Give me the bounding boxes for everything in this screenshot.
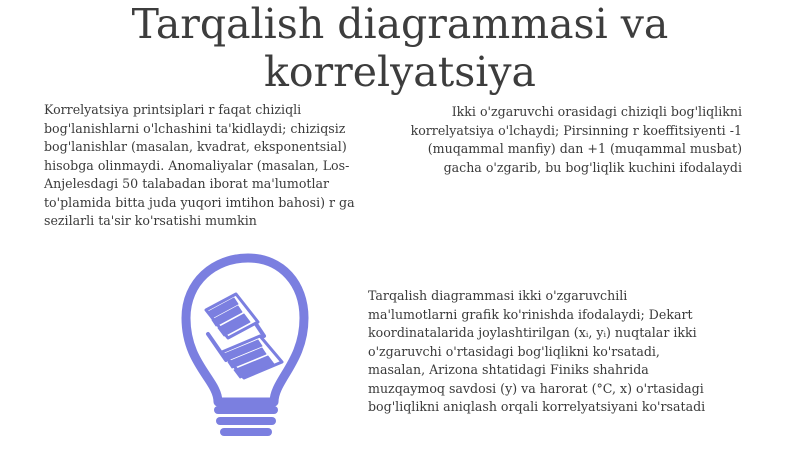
lightbulb-book-icon — [178, 252, 310, 448]
slide-title: Tarqalish diagrammasi va korrelyatsiya — [131, 0, 669, 96]
paragraph-left: Korrelyatsiya printsiplari r faqat chiziqli bog'lanishlarni o'lchashini ta'kidlaydi; chiziqsiz bog'lanishlar (masalan, kvadrat, eksponentsial) hisobga olinmaydi. Anomaliyalar (masalan, Los-Anjelesdagi 50 talabadan iborat ma'lumotlar to'plamida bitta juda yuqori imtihon bahosi) r ga sezilarli ta'sir ko'rsatishi mumkin — [44, 102, 355, 228]
paragraph-bottom: Tarqalish diagrammasi ikki o'zgaruvchili ma'lumotlarni grafik ko'rinishda ifodalaydi; Dekart koordinatalarida joylashtirilgan (xᵢ, yᵢ) nuqtalar ikki o'zgaruvchi o'rtasidagi bog'liqlikni ko'rsatadi, masalan, Arizona shtatidagi Finiks shahrida muzqaymoq savdosi (y) va harorat (°C, x) o'rtasidagi bog'liqlikni aniqlash orqali korrelyatsiyani ko'rsatadi — [368, 288, 706, 414]
paragraph-right: Ikki o'zgaruvchi orasidagi chiziqli bog'liqlikni korrelyatsiya o'lchaydi; Pirsinning r koeffitsiyenti -1 (muqammal manfiy) dan +1 (muqammal musbat) gacha o'zgarib, bu bog'liqlik kuchini ifodalaydi — [410, 104, 742, 175]
